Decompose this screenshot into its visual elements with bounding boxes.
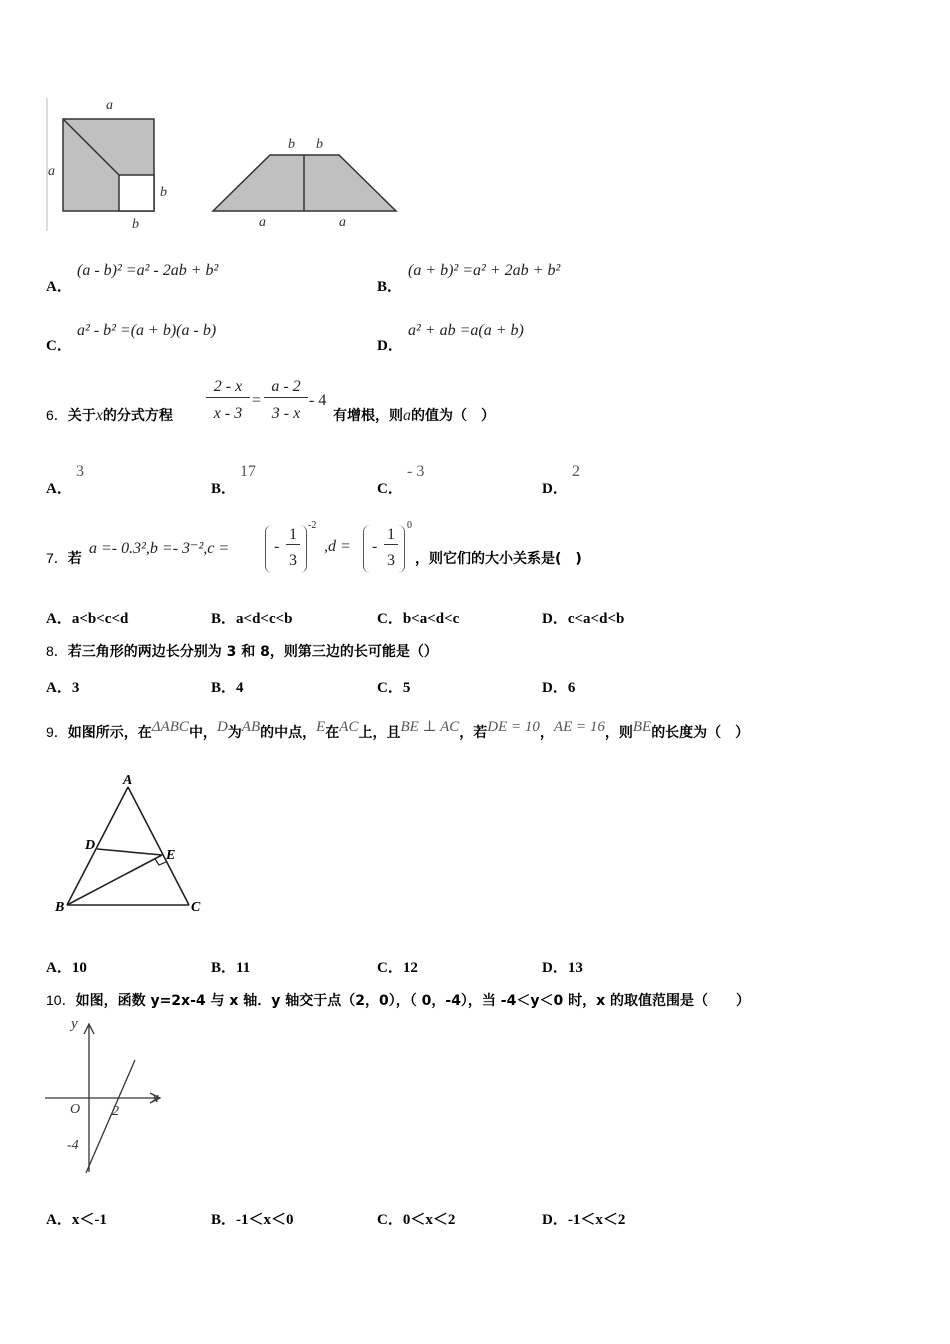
q9-text-4: 的中点， (260, 725, 317, 741)
q9-math-1: ΔABC (151, 719, 189, 735)
q9-stem (46, 719, 750, 742)
q9-text-3: 为 (227, 725, 242, 741)
q7-stem (46, 548, 82, 568)
q7-expr-c: ,c = (203, 540, 230, 557)
q6-equals: = (252, 392, 262, 409)
q10-option-d (542, 1208, 625, 1229)
q6-stem (46, 405, 173, 425)
q7-d-frac-den: 3 (387, 552, 395, 569)
q7-option-d (542, 607, 624, 628)
q9-text-10: 的长度为（ ） (651, 725, 750, 741)
trap-label-top-left: b (288, 137, 295, 152)
q6-option-b-value: 17 (240, 463, 256, 480)
q7-text-1: 若 (67, 551, 82, 567)
q9-math-4: E (316, 719, 326, 735)
q5-option-b-expr: (a + b)² =a² + 2ab + b² (408, 262, 561, 279)
q9-option-d (542, 956, 583, 977)
q8-number: 8． (46, 643, 68, 659)
q9-fig-label-e: E (166, 848, 176, 863)
q6-option-d-value: 2 (572, 463, 580, 480)
figure-square-trapezoid (40, 95, 420, 240)
q7-expr-b: ,b =- 3⁻² (145, 540, 204, 557)
q9-option-c-label: C． (377, 960, 403, 976)
q8-stem (46, 641, 438, 661)
q9-math-8: AE = 16 (553, 719, 605, 735)
q10-fig-label-x: x (152, 1090, 159, 1106)
q5-option-c-expr: a² - b² =(a + b)(a - b) (77, 322, 217, 339)
q9-text-1: 如图所示，在 (67, 725, 152, 741)
q7-option-c-label: C． (377, 611, 403, 627)
q9-math-6: BE ⊥ AC (400, 719, 460, 735)
q9-text-8: ， (539, 725, 554, 741)
q7-c-minus: - (274, 538, 280, 555)
q7-d-frac-num: 1 (384, 526, 398, 545)
q9-option-d-value: 13 (567, 960, 583, 976)
q8-option-d-label: D． (542, 680, 568, 696)
q6-text-4: 的值为（ ） (411, 408, 495, 424)
q9-text-2: 中， (188, 725, 217, 741)
q9-option-a (46, 956, 87, 977)
q7-option-b-value: a<d<c<b (236, 611, 293, 627)
q9-fig-label-a: A (123, 773, 133, 788)
q5-option-b-label: B． (377, 279, 403, 295)
q7-option-b-label: B． (211, 611, 237, 627)
q6-option-d-label: D． (542, 481, 568, 497)
q6-var-x: x (95, 407, 103, 424)
q10-stem (46, 990, 750, 1010)
q9-math-7: DE = 10 (487, 719, 540, 735)
q6-frac1-den: x - 3 (213, 405, 243, 422)
q10-number: 10． (46, 992, 76, 1008)
q6-stem-end (333, 405, 495, 425)
q6-option-c-label: C． (377, 481, 403, 497)
q9-text-6: 上，且 (358, 725, 401, 741)
trap-label-bottom-left: a (259, 215, 266, 230)
q10-fig-label-neg4: -4 (67, 1138, 79, 1153)
q5-option-d-expr: a² + ab =a(a + b) (408, 322, 524, 339)
q9-text-7: ，若 (459, 725, 488, 741)
q10-fig-label-o: O (70, 1102, 81, 1117)
q9-number: 9． (46, 724, 68, 740)
sq-label-left: a (48, 164, 55, 179)
q6-frac2-den: 3 - x (271, 405, 301, 422)
q10-option-d-label: D． (542, 1212, 568, 1228)
q8-option-b-value: 4 (236, 680, 244, 696)
q6-text-3: 有增根，则 (333, 408, 403, 424)
q5-option-a-label: A． (46, 279, 72, 295)
q8-option-b (211, 676, 244, 697)
q7-option-b (211, 607, 293, 628)
q9-math-3: AB (241, 719, 261, 735)
q5-option-a-expr: (a - b)² =a² - 2ab + b² (77, 262, 219, 279)
q10-option-b-label: B． (211, 1212, 237, 1228)
q7-option-c-value: b<a<d<c (402, 611, 460, 627)
q8-option-a-label: A． (46, 680, 72, 696)
q8-option-c-label: C． (377, 680, 403, 696)
q10-option-a-value: x＜-1 (71, 1212, 107, 1228)
q10-option-b (211, 1208, 294, 1229)
q10-option-c-value: 0＜x＜2 (402, 1212, 456, 1228)
trap-label-top-right: b (316, 137, 323, 152)
q8-text: 若三角形的两边长分别为 3 和 8，则第三边的长可能是（） (67, 644, 438, 660)
q7-option-a-label: A． (46, 611, 72, 627)
q9-fig-label-d: D (85, 838, 96, 853)
q7-option-c (377, 607, 459, 628)
q9-triangle-figure (50, 768, 220, 918)
q6-option-a-label: A． (46, 481, 72, 497)
q9-option-b (211, 956, 250, 977)
q9-option-b-value: 11 (236, 960, 251, 976)
q6-var-a: a (403, 407, 411, 424)
q7-option-d-value: c<a<d<b (567, 611, 625, 627)
sq-label-right: b (160, 185, 167, 200)
q6-option-a-value: 3 (76, 463, 84, 480)
q7-option-a (46, 607, 128, 628)
q7-option-a-value: a<b<c<d (71, 611, 129, 627)
q6-text-1: 关于 (67, 408, 96, 424)
q7-d-exponent: 0 (407, 520, 412, 531)
q10-option-a-label: A． (46, 1212, 72, 1228)
q9-text-5: 在 (325, 725, 340, 741)
q8-option-c (377, 676, 410, 697)
q7-option-d-label: D． (542, 611, 568, 627)
q9-option-c (377, 956, 418, 977)
q8-option-b-label: B． (211, 680, 237, 696)
sq-label-top: a (106, 98, 113, 113)
q9-option-c-value: 12 (402, 960, 418, 976)
q10-option-b-value: -1＜x＜0 (236, 1212, 294, 1228)
q7-c-exponent: -2 (308, 520, 317, 531)
q6-frac2-num: a - 2 (264, 378, 308, 398)
q5-option-c-label: C． (46, 338, 72, 354)
q5-option-d-label: D． (377, 338, 403, 354)
q10-option-c-label: C． (377, 1212, 403, 1228)
q6-number: 6． (46, 407, 68, 423)
q10-text: 如图，函数 y=2x-4 与 x 轴．y 轴交于点（2，0），（ 0，-4），当 -4＜y＜0 时，x 的取值范围是（ ） (75, 993, 751, 1009)
q8-option-a (46, 676, 79, 697)
q9-math-2: D (216, 719, 228, 735)
q6-option-c-value: - 3 (407, 463, 425, 480)
q10-fig-label-2: 2 (112, 1104, 119, 1119)
q10-fig-label-y: y (71, 1016, 78, 1032)
q9-option-b-label: B． (211, 960, 237, 976)
q6-text-2: 的分式方程 (102, 408, 173, 424)
sq-label-bottom: b (132, 217, 139, 232)
q9-math-9: BE (632, 719, 652, 735)
q7-d-minus: - (372, 538, 378, 555)
trap-label-bottom-right: a (339, 215, 346, 230)
q9-math-5: AC (339, 719, 359, 735)
q10-option-d-value: -1＜x＜2 (567, 1212, 626, 1228)
q8-option-d-value: 6 (567, 680, 576, 696)
q10-option-a (46, 1208, 107, 1229)
q6-tail: - 4 (309, 392, 327, 409)
q9-fig-label-c: C (191, 900, 201, 915)
q6-option-b-label: B． (211, 481, 237, 497)
q9-fig-label-b: B (55, 900, 65, 915)
q6-frac1-num: 2 - x (206, 378, 250, 398)
q10-graph-figure (40, 1012, 170, 1177)
q9-option-a-value: 10 (71, 960, 87, 976)
q9-text-9: ，则 (604, 725, 633, 741)
q7-text-2: ，则它们的大小关系是( ) (415, 551, 582, 567)
q8-option-c-value: 5 (402, 680, 411, 696)
q8-option-a-value: 3 (71, 680, 80, 696)
q7-c-frac-den: 3 (289, 552, 297, 569)
q7-number: 7． (46, 550, 68, 566)
q7-c-frac-num: 1 (286, 526, 300, 545)
q10-option-c (377, 1208, 455, 1229)
q9-option-a-label: A． (46, 960, 72, 976)
q7-expr-ab (89, 538, 229, 558)
q9-option-d-label: D． (542, 960, 568, 976)
q8-option-d (542, 676, 575, 697)
q7-expr-a: a =- 0.3² (89, 540, 146, 557)
q7-expr-d: ,d = (324, 538, 351, 555)
